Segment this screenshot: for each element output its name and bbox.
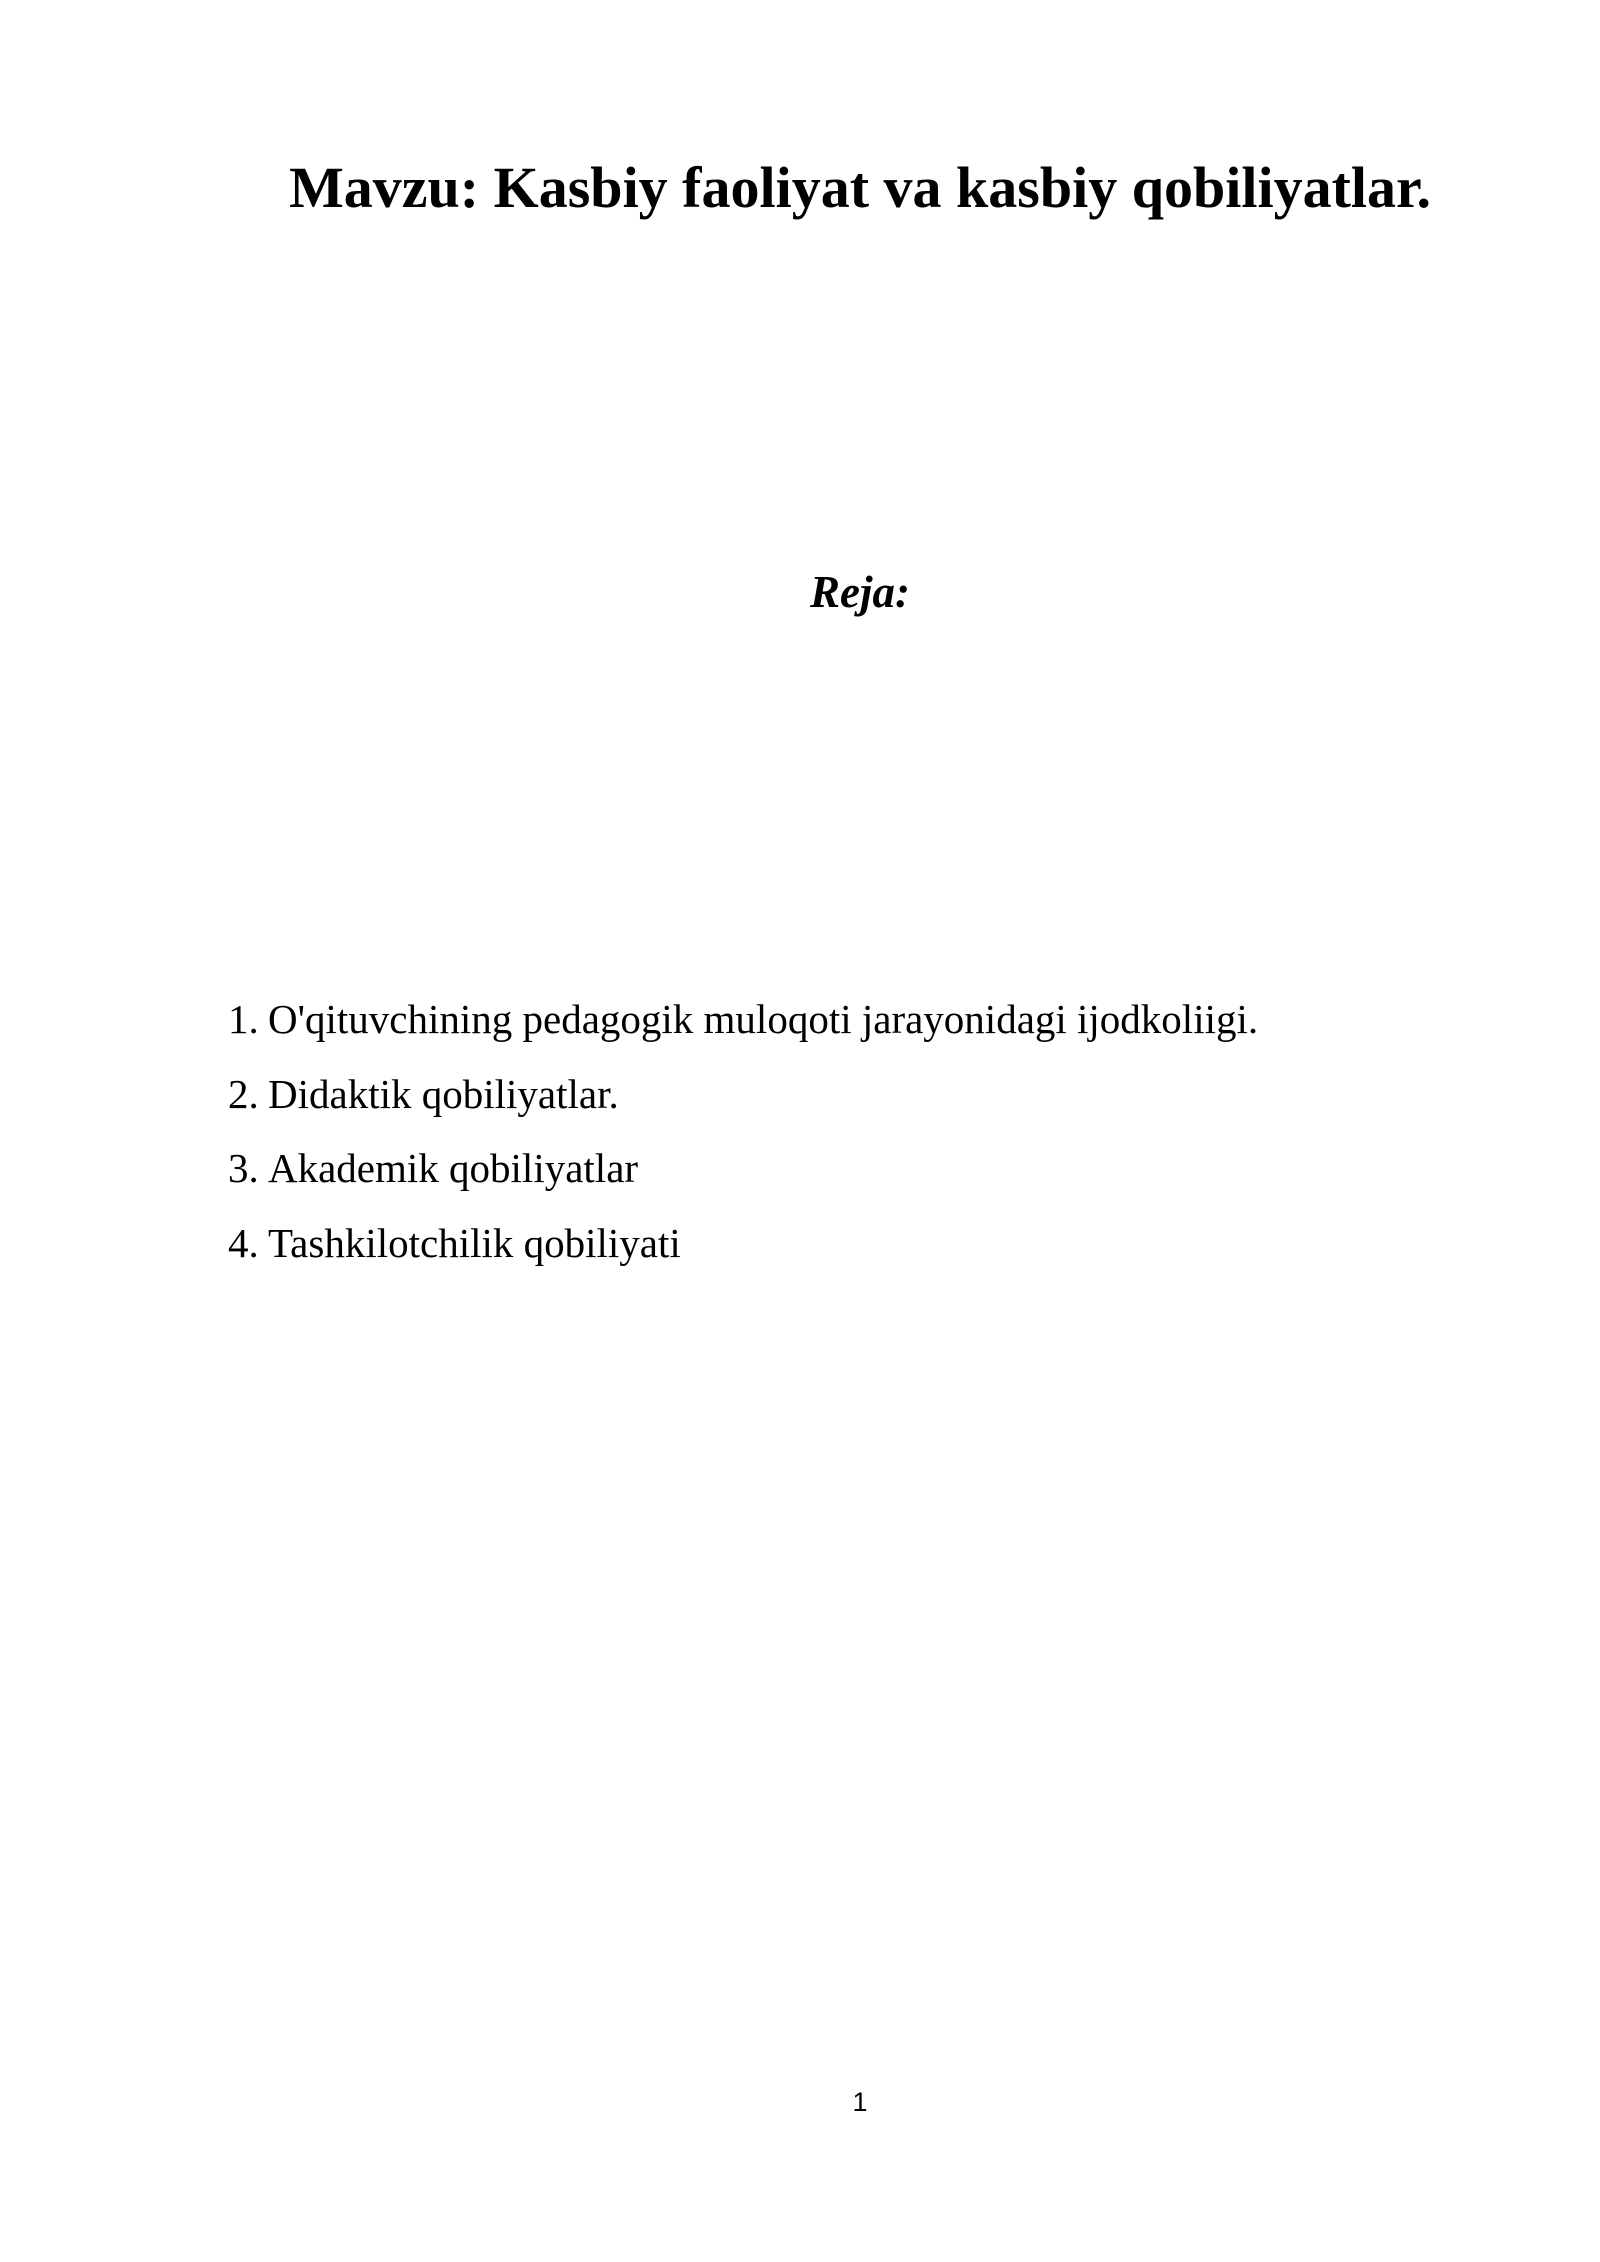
plan-item-number: 2. (228, 1070, 259, 1117)
plan-item (228, 1206, 1428, 1281)
plan-heading: Reja: (810, 567, 910, 617)
plan-list (228, 982, 1428, 1280)
page-number: 1 (852, 2087, 868, 2117)
plan-item-number: 4. (228, 1219, 259, 1266)
plan-item-text: Tashkilotchilik qobiliyati (268, 1219, 681, 1266)
plan-item-text: O'qituvchining pedagogik muloqoti jarayonidagi ijodkoliigi. (268, 996, 1259, 1042)
plan-item-number: 1. (228, 996, 259, 1042)
plan-item-text: Akademik qobiliyatlar (268, 1145, 639, 1191)
plan-item (228, 982, 1428, 1057)
plan-item-text: Didaktik qobiliyatlar. (268, 1070, 619, 1117)
document-title: Mavzu: Kasbiy faoliyat va kasbiy qobiliyatlar. (289, 155, 1431, 220)
plan-item (228, 1057, 1428, 1132)
plan-item (228, 1131, 1428, 1206)
plan-item-number: 3. (228, 1145, 259, 1191)
